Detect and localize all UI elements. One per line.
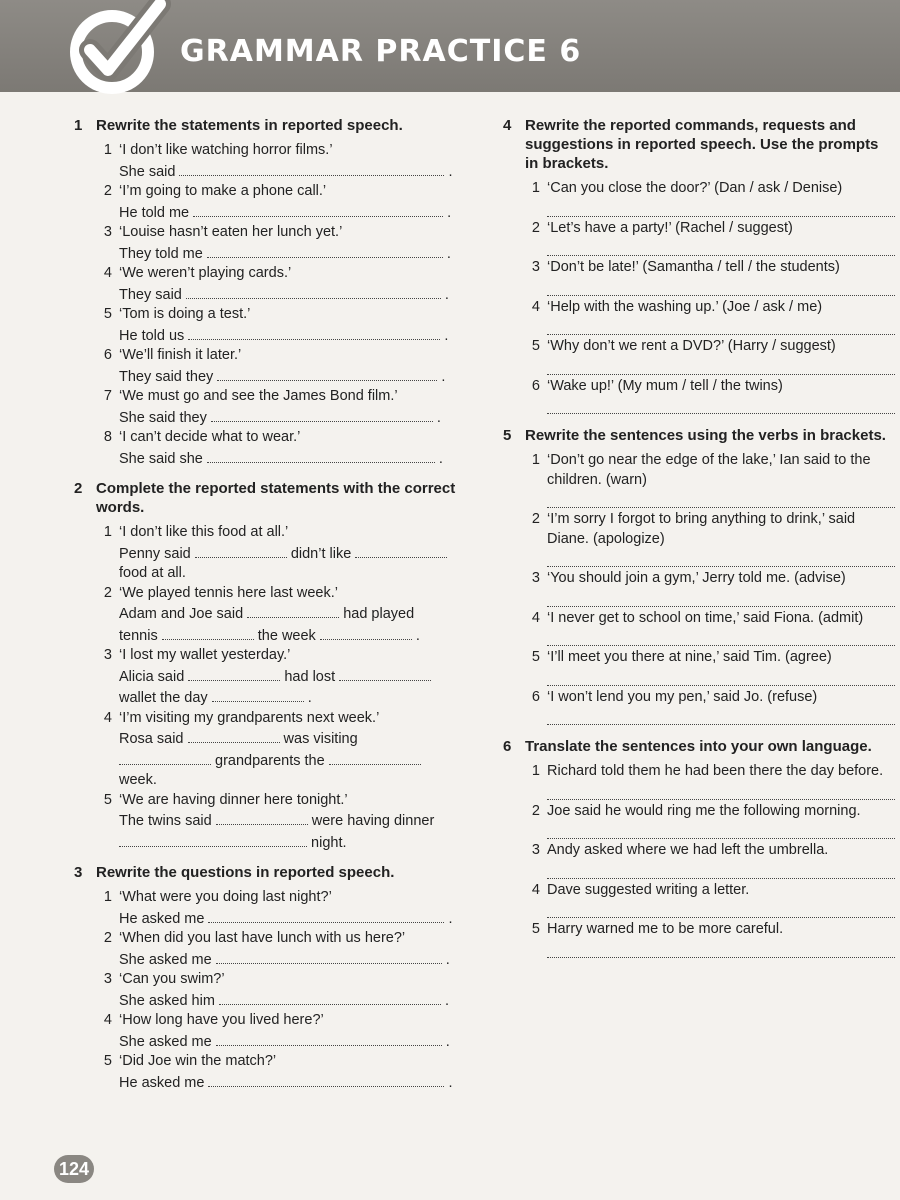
exercise-item (503, 298, 895, 338)
answer-line[interactable] (547, 629, 895, 646)
exercise-3 (74, 863, 469, 1093)
item-number: 2 (531, 802, 540, 819)
item-prompt: He told me (119, 204, 190, 221)
exercise-instruction: Rewrite the reported commands, requests and suggestions in reported speech. Use the prompts in brackets. (525, 117, 879, 172)
item-quote: ‘I don’t like watching horror films.’ (119, 142, 333, 158)
answer-line[interactable] (547, 669, 895, 686)
item-quote: ‘I don’t like this food at all.’ (119, 524, 289, 540)
exercise-item: 4 ‘We weren’t playing cards.’ They said . (74, 264, 469, 305)
item-number: 2 (103, 930, 112, 946)
item-quote: ‘Louise hasn’t eaten her lunch yet.’ (119, 224, 343, 240)
item-text: ‘Can you close the door?’ (Dan / ask / Denise) (547, 180, 843, 196)
item-text: ‘Don’t go near the edge of the lake,’ Ian said to the children. (warn) (547, 452, 871, 488)
item-prompt: They said (119, 286, 182, 303)
item-quote: ‘We played tennis here last week.’ (119, 584, 338, 601)
answer-line[interactable] (547, 200, 895, 217)
answer-blank[interactable] (207, 243, 443, 258)
answer-line[interactable] (547, 397, 895, 414)
item-number: 5 (531, 649, 540, 665)
item-quote: ‘What were you doing last night?’ (119, 889, 332, 905)
item-prompt: were having dinner (311, 813, 435, 829)
exercise-number: 3 (74, 864, 83, 881)
item-number: 5 (103, 1053, 112, 1069)
item-prompt: the week (257, 627, 316, 644)
answer-line[interactable] (547, 862, 895, 879)
right-column (503, 116, 895, 970)
answer-blank[interactable] (179, 161, 444, 176)
exercise-item (503, 219, 895, 259)
item-prompt: He asked me (119, 910, 205, 927)
exercise-item: 3 ‘Louise hasn’t eaten her lunch yet.’ They told me . (74, 223, 469, 264)
exercise-number: 4 (503, 117, 512, 134)
item-prompt: didn’t like (290, 545, 352, 562)
item-quote: ‘I’m going to make a phone call.’ (119, 183, 327, 199)
item-number: 2 (103, 584, 112, 601)
item-quote: ‘We must go and see the James Bond film.’ (119, 388, 398, 404)
exercise-item: 3 ‘Can you swim?’ She asked him . (74, 970, 469, 1011)
left-column (74, 116, 469, 1103)
exercise-item: 4 ‘How long have you lived here?’ She asked me . (74, 1011, 469, 1052)
exercise-6 (503, 737, 895, 960)
item-number: 4 (103, 265, 112, 281)
item-text: Andy asked where we had left the umbrella. (547, 842, 829, 858)
item-number: 3 (103, 224, 112, 240)
exercise-item: 2 ‘When did you last have lunch with us here?’ She asked me . (74, 929, 469, 970)
answer-blank[interactable] (193, 202, 443, 217)
exercise-instruction: Rewrite the questions in reported speech. (96, 864, 395, 881)
item-number: 4 (531, 881, 540, 898)
item-quote: ‘We are having dinner here tonight.’ (119, 791, 348, 808)
item-quote: ‘I lost my wallet yesterday.’ (119, 647, 291, 663)
item-number: 2 (103, 183, 112, 199)
exercise-item (503, 688, 895, 728)
answer-line[interactable] (547, 822, 895, 839)
exercise-instruction: Rewrite the statements in reported speech. (96, 117, 403, 134)
item-prompt: Penny said (119, 545, 191, 562)
item-text: Joe said he would ring me the following morning. (547, 802, 861, 819)
answer-blank[interactable] (216, 949, 442, 964)
answer-line[interactable] (547, 708, 895, 725)
item-number: 4 (531, 609, 540, 626)
answer-line[interactable] (547, 239, 895, 256)
item-prompt: tennis (119, 627, 158, 644)
exercise-item (503, 920, 895, 960)
answer-line[interactable] (547, 783, 895, 800)
answer-line[interactable] (547, 318, 895, 335)
item-text: ‘Don’t be late!’ (Samantha / tell / the students) (547, 259, 840, 275)
item-number: 1 (531, 452, 540, 468)
answer-blank[interactable] (216, 1031, 442, 1046)
item-quote: ‘I can’t decide what to wear.’ (119, 429, 301, 445)
exercise-number: 6 (503, 738, 512, 755)
exercise-1 (74, 116, 469, 469)
answer-blank[interactable] (208, 908, 444, 923)
exercise-instruction: Translate the sentences into your own language. (525, 738, 872, 755)
item-prompt: wallet the day (119, 690, 208, 706)
item-number: 5 (531, 338, 540, 354)
exercise-item: 1 ‘What were you doing last night?’ He asked me . (74, 888, 469, 929)
exercise-4 (503, 116, 895, 416)
item-prompt: She said (119, 163, 176, 180)
item-quote: ‘How long have you lived here?’ (119, 1012, 324, 1028)
page-header (0, 0, 900, 92)
item-prompt: was visiting (283, 731, 358, 747)
item-number: 7 (103, 388, 112, 404)
answer-blank[interactable] (247, 603, 339, 618)
exercise-5 (503, 426, 895, 727)
exercise-item (503, 377, 895, 417)
exercise-item: 2 ‘We played tennis here last week.’ Adam and Joe said had played tennis the week . (74, 584, 469, 647)
item-number: 1 (531, 180, 540, 196)
item-prompt: They said they (119, 368, 214, 385)
exercise-item (74, 523, 469, 584)
item-number: 4 (531, 298, 540, 315)
exercise-item (503, 258, 895, 298)
exercise-item (503, 841, 895, 881)
item-number: 2 (531, 511, 540, 527)
answer-blank[interactable] (355, 543, 447, 558)
item-prompt: He asked me (119, 1074, 205, 1091)
answer-blank[interactable] (219, 990, 441, 1005)
item-text: ‘I never get to school on time,’ said Fiona. (admit) (547, 609, 864, 626)
item-number: 3 (531, 570, 540, 586)
exercise-item (503, 510, 895, 569)
answer-line[interactable] (547, 550, 895, 567)
item-prompt: She said she (119, 450, 203, 467)
item-prompt: had played (343, 606, 415, 622)
item-number: 5 (531, 921, 540, 937)
item-number: 2 (531, 219, 540, 236)
page-number: 124 (54, 1155, 94, 1183)
item-prompt: The twins said (119, 813, 212, 829)
answer-blank[interactable] (119, 750, 211, 765)
item-text: Richard told them he had been there the day before. (547, 763, 884, 779)
exercise-item (503, 609, 895, 649)
exercise-item (503, 762, 895, 802)
item-number: 6 (531, 688, 540, 705)
exercise-item: 3 ‘I lost my wallet yesterday.’ Alicia said had lost wallet the day . (74, 646, 469, 709)
answer-blank[interactable] (162, 625, 254, 640)
exercise-instruction: Complete the reported statements with the correct words. (96, 480, 456, 516)
answer-blank[interactable] (207, 448, 435, 463)
exercise-2 (74, 479, 469, 853)
answer-blank[interactable] (208, 1072, 444, 1087)
item-quote: ‘We’ll finish it later.’ (119, 347, 242, 363)
item-prompt: grandparents the (215, 752, 325, 769)
item-quote: ‘I’m visiting my grandparents next week.’ (119, 709, 380, 726)
answer-line[interactable] (547, 279, 895, 296)
exercise-item: 6 ‘We’ll finish it later.’ They said they . (74, 346, 469, 387)
item-number: 3 (531, 259, 540, 275)
item-text: ‘I’m sorry I forgot to bring anything to drink,’ said Diane. (apologize) (547, 511, 856, 547)
answer-blank[interactable] (212, 687, 304, 702)
item-quote: ‘We weren’t playing cards.’ (119, 265, 292, 281)
answer-blank[interactable] (188, 666, 280, 681)
item-number: 3 (103, 971, 112, 987)
item-text: ‘Why don’t we rent a DVD?’ (Harry / suggest) (547, 338, 836, 354)
answer-blank[interactable] (211, 407, 433, 422)
answer-blank[interactable] (195, 543, 287, 558)
item-number: 3 (531, 842, 540, 858)
answer-line[interactable] (547, 590, 895, 607)
item-quote: ‘Tom is doing a test.’ (119, 306, 251, 322)
answer-line[interactable] (547, 358, 895, 375)
exercise-item (503, 179, 895, 219)
exercise-item: 1 ‘I don’t like watching horror films.’ She said . (74, 141, 469, 182)
exercise-item (503, 451, 895, 510)
item-prompt: She asked him (119, 992, 215, 1009)
item-quote: ‘Can you swim?’ (119, 971, 225, 987)
item-prompt: had lost (284, 668, 336, 685)
answer-blank[interactable] (339, 666, 431, 681)
exercise-item (503, 337, 895, 377)
item-number: 1 (103, 524, 112, 540)
answer-blank[interactable] (320, 625, 412, 640)
answer-blank[interactable] (217, 366, 437, 381)
item-prompt: Adam and Joe said (119, 606, 244, 622)
item-prompt: night. (311, 834, 347, 851)
exercise-number: 5 (503, 427, 512, 444)
exercise-item (503, 881, 895, 921)
exercise-item: 5 ‘Tom is doing a test.’ He told us . (74, 305, 469, 346)
answer-blank[interactable] (188, 728, 280, 743)
exercise-number: 1 (74, 117, 83, 134)
item-text: Harry warned me to be more careful. (547, 921, 784, 937)
exercise-item: 2 ‘I’m going to make a phone call.’ He told me . (74, 182, 469, 223)
item-number: 5 (103, 306, 112, 322)
item-number: 3 (103, 647, 112, 663)
item-text: ‘Let’s have a party!’ (Rachel / suggest) (547, 219, 793, 236)
item-number: 1 (103, 889, 112, 905)
exercise-item: 7 ‘We must go and see the James Bond film.’ She said they . (74, 387, 469, 428)
item-number: 1 (103, 142, 112, 158)
exercise-item (503, 648, 895, 688)
item-text: ‘Help with the washing up.’ (Joe / ask / me) (547, 298, 823, 315)
answer-blank[interactable] (329, 750, 421, 765)
answer-line[interactable] (547, 941, 895, 958)
item-number: 4 (103, 1012, 112, 1028)
item-prompt: week. (119, 772, 157, 788)
item-number: 6 (531, 377, 540, 394)
checkmark-logo-icon (60, 0, 172, 100)
item-text: Dave suggested writing a letter. (547, 881, 750, 898)
answer-blank[interactable] (188, 325, 440, 340)
page-title: GRAMMAR PRACTICE 6 (180, 34, 582, 69)
item-number: 5 (103, 791, 112, 808)
item-number: 6 (103, 347, 112, 363)
exercise-number: 2 (74, 480, 83, 497)
item-prompt: She asked me (119, 1033, 212, 1050)
item-text: ‘You should join a gym,’ Jerry told me. (advise) (547, 570, 846, 586)
item-prompt: She said they (119, 409, 207, 426)
exercise-item: 5 ‘Did Joe win the match?’ He asked me . (74, 1052, 469, 1093)
exercise-instruction: Rewrite the sentences using the verbs in brackets. (525, 427, 886, 444)
exercise-item (74, 709, 469, 791)
item-number: 1 (531, 763, 540, 779)
item-number: 4 (103, 709, 112, 726)
exercise-item (503, 569, 895, 609)
item-text: ‘I won’t lend you my pen,’ said Jo. (refuse) (547, 688, 818, 705)
item-prompt: He told us (119, 327, 185, 344)
item-quote: ‘When did you last have lunch with us here?’ (119, 930, 406, 946)
item-prompt: food at all. (119, 565, 186, 581)
item-prompt: Alicia said (119, 668, 185, 685)
answer-blank[interactable] (216, 810, 308, 825)
answer-blank[interactable] (186, 284, 441, 299)
item-prompt: She asked me (119, 951, 212, 968)
item-quote: ‘Did Joe win the match?’ (119, 1053, 277, 1069)
item-prompt: Rosa said (119, 731, 184, 747)
exercise-item: 8 ‘I can’t decide what to wear.’ She said she . (74, 428, 469, 469)
answer-line[interactable] (547, 901, 895, 918)
exercise-item (503, 802, 895, 842)
item-text: ‘I’ll meet you there at nine,’ said Tim. (agree) (547, 649, 832, 665)
exercise-item (74, 791, 469, 854)
answer-blank[interactable] (119, 832, 307, 847)
item-text: ‘Wake up!’ (My mum / tell / the twins) (547, 377, 783, 394)
answer-line[interactable] (547, 491, 895, 508)
item-prompt: They told me (119, 245, 203, 262)
item-number: 8 (103, 429, 112, 445)
